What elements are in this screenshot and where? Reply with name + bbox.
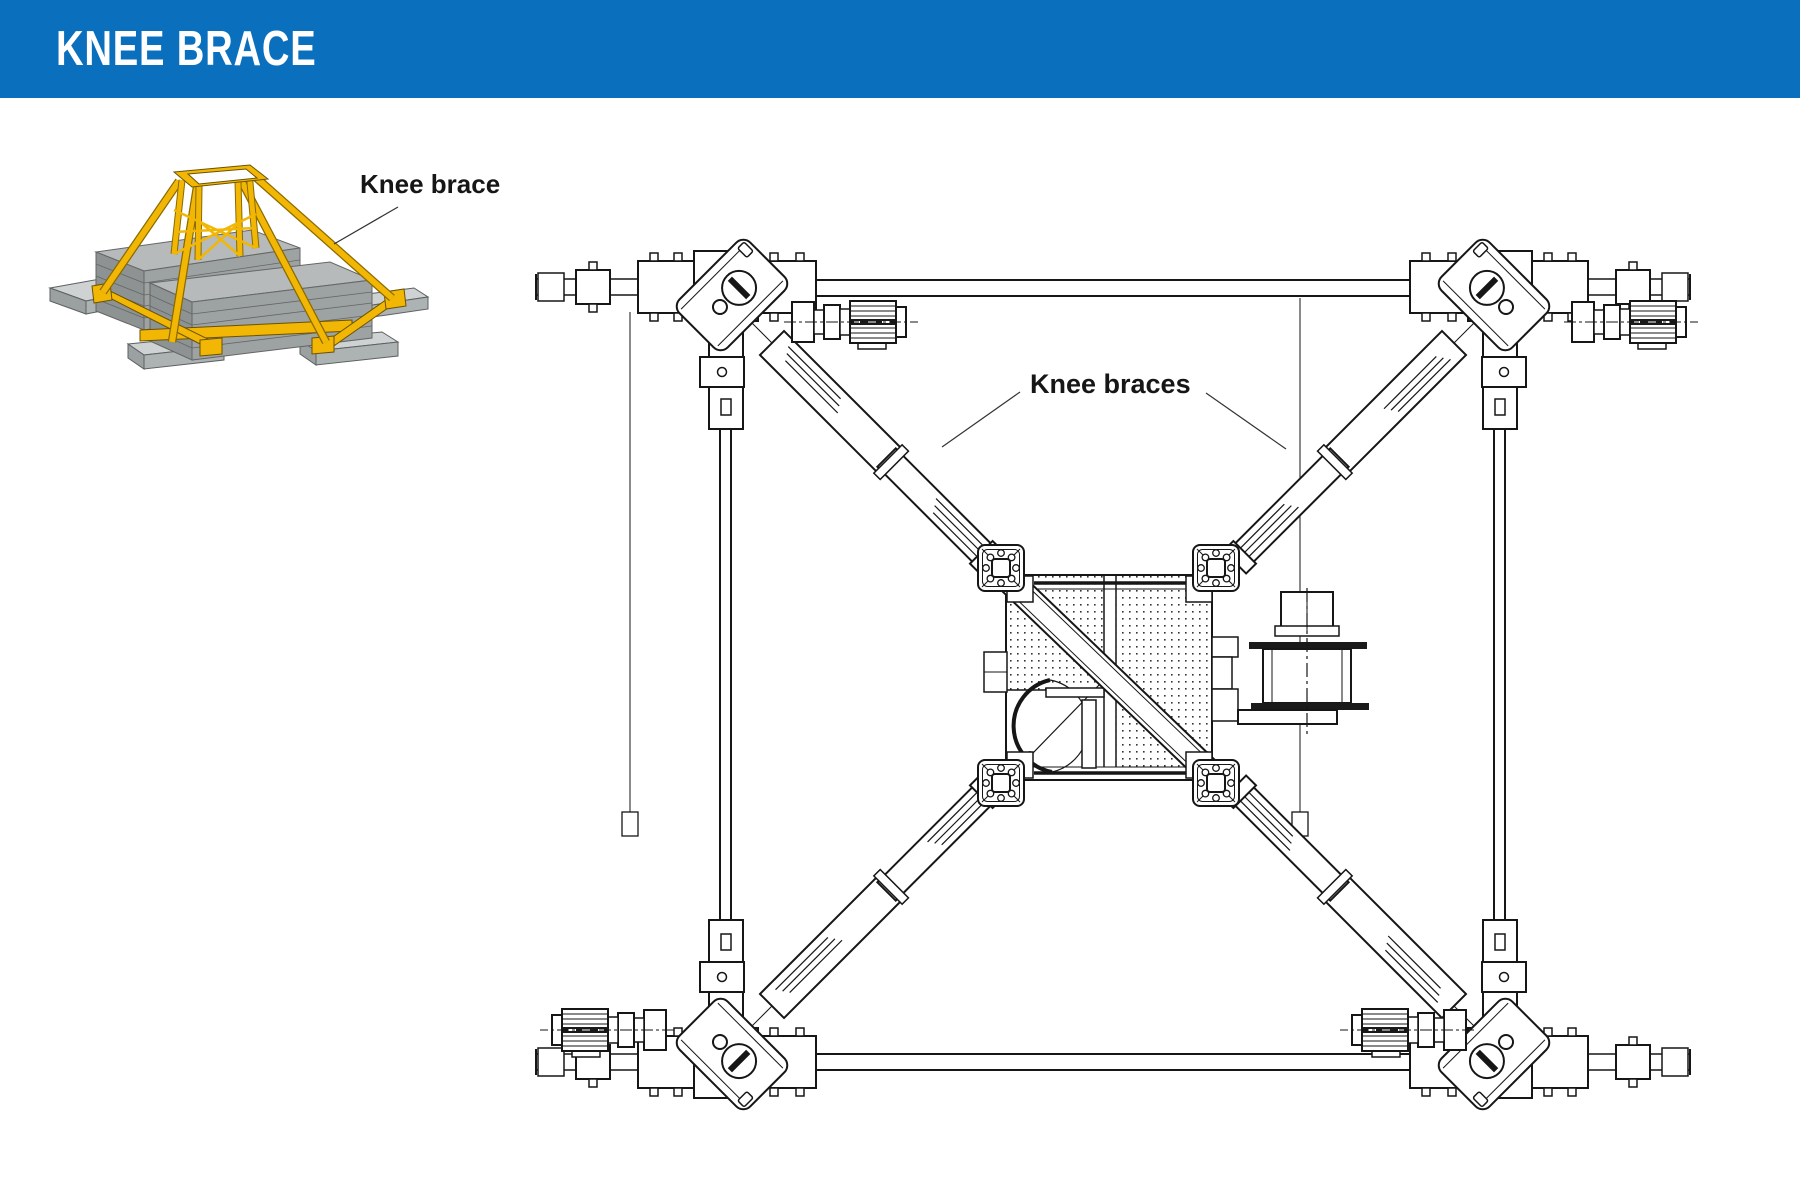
corner-assembly-top-left xyxy=(536,236,816,429)
drive-motor-top-right xyxy=(1564,301,1698,349)
knee-brace-top-right xyxy=(1221,301,1497,577)
flange-plate-bottom-right xyxy=(1193,760,1239,806)
diagram-caption: Knee braces xyxy=(1030,369,1191,399)
flange-plate-top-left xyxy=(978,545,1024,591)
knee-brace-bottom-right xyxy=(1221,773,1497,1049)
knee-brace-bottom-left xyxy=(730,773,1006,1049)
drive-motor-bottom-right xyxy=(1340,1009,1474,1057)
flange-plate-top-right xyxy=(1193,545,1239,591)
hoist-winch-attachment xyxy=(1212,588,1369,734)
undercarriage-top-view xyxy=(536,236,1698,1114)
inset-caption: Knee brace xyxy=(360,169,501,199)
drive-motor-top-left xyxy=(784,301,918,349)
page-title: KNEE BRACE xyxy=(56,22,317,76)
flange-plate-bottom-left xyxy=(978,760,1024,806)
center-platform xyxy=(984,572,1217,788)
